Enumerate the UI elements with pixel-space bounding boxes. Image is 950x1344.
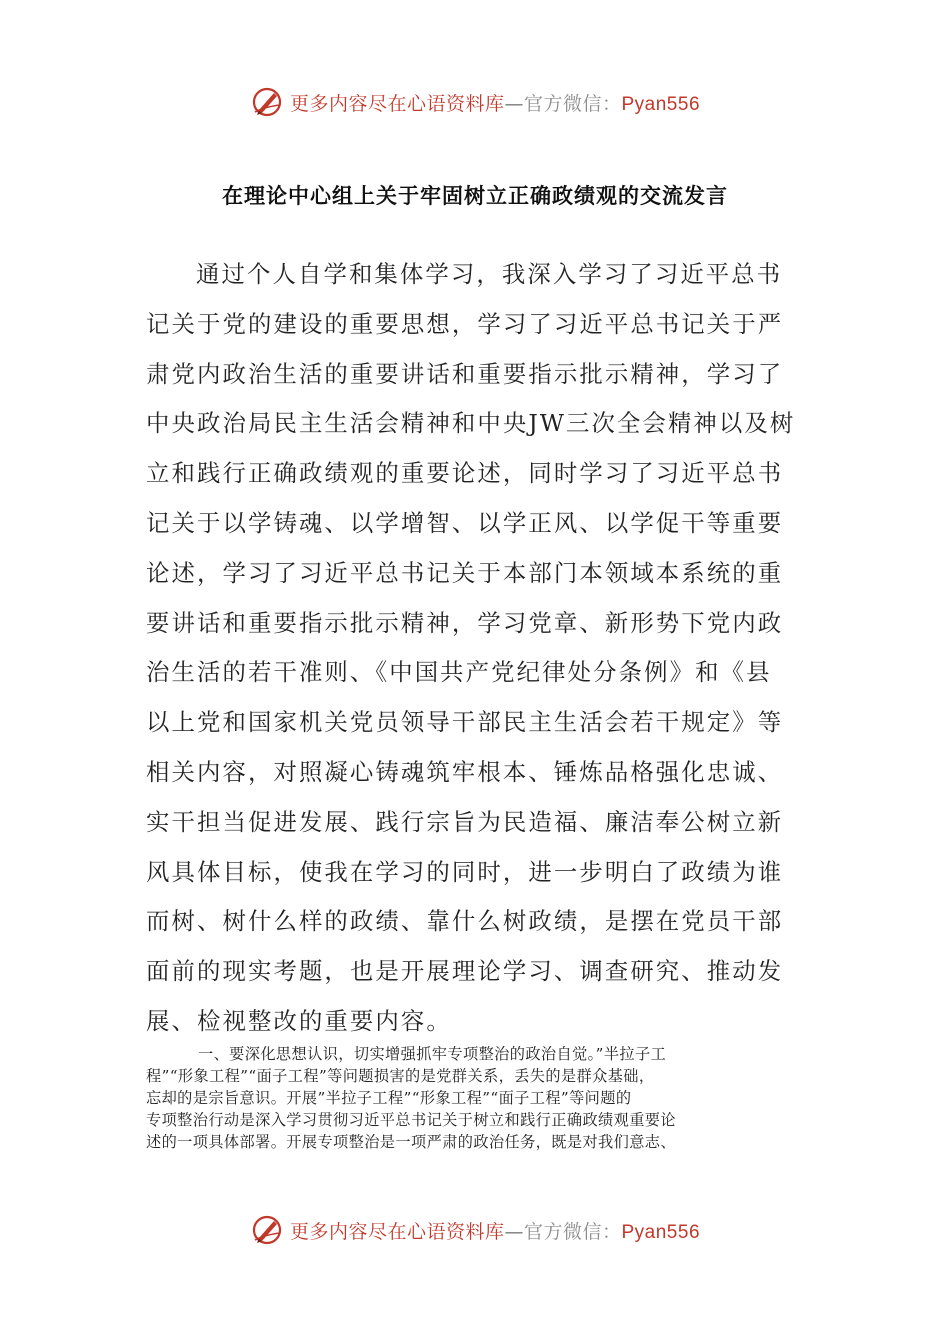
paragraph-line: 专项整治行动是深入学习贯彻习近平总书记关于树立和践行正确政绩观重要论 <box>146 1111 676 1129</box>
paragraph-line: 展、检视整改的重要内容。 <box>146 1006 452 1035</box>
watermark-banner-bottom <box>0 1210 950 1250</box>
paragraph-line: 中央政治局民主生活会精神和中央JW三次全会精神以及树 <box>146 409 796 438</box>
watermark-separator: — <box>504 92 524 115</box>
watermark-separator: — <box>504 1220 524 1243</box>
watermark-wechat-id: Pyan556 <box>621 93 701 115</box>
paragraph-2 <box>146 1043 806 1153</box>
paragraph-line: 立和践行正确政绩观的重要论述，同时学习了习近平总书 <box>146 459 784 488</box>
document-title: 在理论中心组上关于牢固树立正确政绩观的交流发言 <box>222 184 728 208</box>
paragraph-line: 风具体目标，使我在学习的同时，进一步明白了政绩为谁 <box>146 857 784 886</box>
watermark-wechat-label: 官方微信： <box>523 1220 622 1243</box>
paragraph-line: 述的一项具体部署。开展专项整治是一项严肃的政治任务，既是对我们意志、 <box>146 1133 676 1151</box>
paragraph-line: 忘却的是宗旨意识。开展”半拉子工程”“形象工程”“面子工程”等问题的 <box>146 1089 632 1107</box>
paragraph-1 <box>146 250 806 1047</box>
paragraph-line: 通过个人自学和集体学习，我深入学习了习近平总书 <box>196 260 783 288</box>
paragraph-line: 肃党内政治生活的重要讲话和重要指示批示精神，学习了 <box>146 359 784 388</box>
paragraph-line: 论述，学习了习近平总书记关于本部门本领域本系统的重 <box>146 558 784 587</box>
watermark-main: 更多内容尽在心语资料库 <box>289 92 505 115</box>
watermark-wechat-id: Pyan556 <box>621 1221 701 1243</box>
watermark-main: 更多内容尽在心语资料库 <box>289 1220 505 1243</box>
watermark-text <box>290 1217 700 1244</box>
paragraph-line: 面前的现实考题，也是开展理论学习、调查研究、推动发 <box>146 957 784 986</box>
paragraph-line: 要讲话和重要指示批示精神，学习党章、新形势下党内政 <box>146 608 784 637</box>
paragraph-line: 相关内容，对照凝心铸魂筑牢根本、锤炼品格强化忠诚、 <box>146 757 784 786</box>
paragraph-line: 实干担当促进发展、践行宗旨为民造福、廉洁奉公树立新 <box>146 807 784 836</box>
paragraph-line: 一、要深化思想认识，切实增强抓牢专项整治的政治自觉。”半拉子工 <box>198 1045 667 1063</box>
paragraph-line: 记关于党的建设的重要思想，学习了习近平总书记关于严 <box>146 309 784 338</box>
paragraph-line: 程”“形象工程”“面子工程”等问题损害的是党群关系，丢失的是群众基础， <box>146 1067 655 1085</box>
watermark-banner-top <box>0 82 950 122</box>
paragraph-line: 记关于以学铸魂、以学增智、以学正风、以学促干等重要 <box>146 508 784 537</box>
paragraph-line: 治生活的若干准则、《中国共产党纪律处分条例》和《县 <box>146 658 772 687</box>
watermark-text <box>290 89 700 116</box>
watermark-wechat-label: 官方微信： <box>523 92 622 115</box>
pen-logo-icon <box>250 85 284 119</box>
pen-logo-icon <box>250 1213 284 1247</box>
paragraph-line: 以上党和国家机关党员领导干部民主生活会若干规定》等 <box>146 708 784 737</box>
paragraph-line: 而树、树什么样的政绩、靠什么树政绩，是摆在党员干部 <box>146 907 784 936</box>
